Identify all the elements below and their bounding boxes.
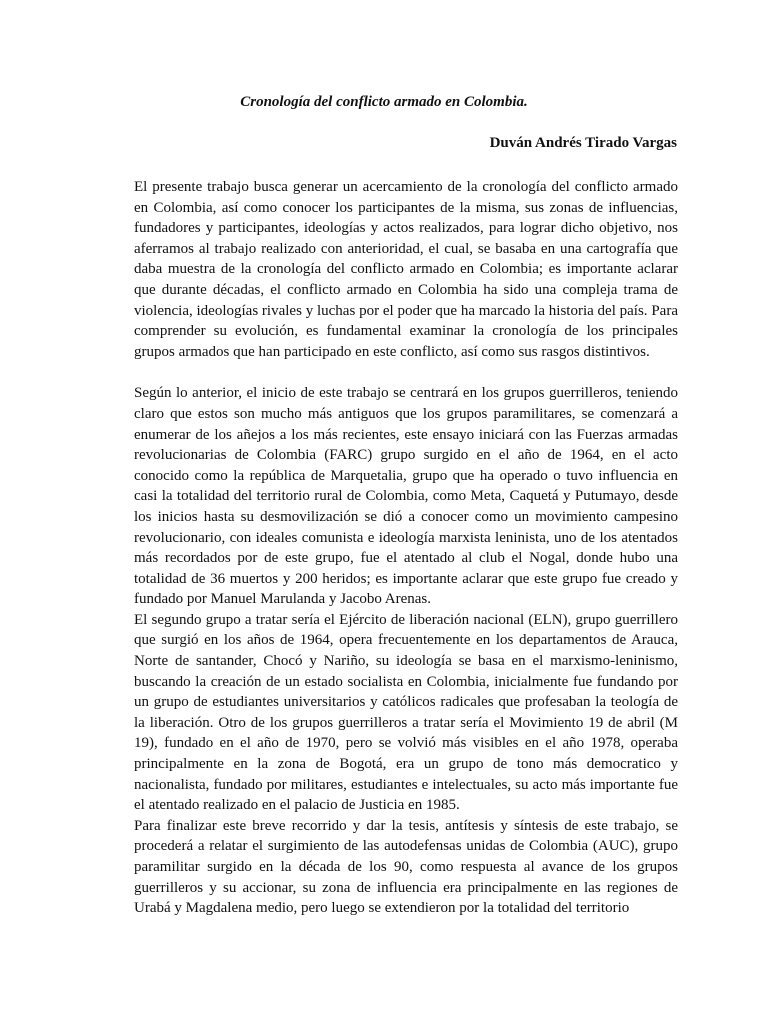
document-body	[134, 177, 678, 919]
body-paragraph: El segundo grupo a tratar sería el Ejército de liberación nacional (ELN), grupo guerrillero que surgió en los años de 1964, opera frecuentemente en los departamentos de Arauca, Norte de santander, Chocó y Nariño, su ideología se basa en el marxismo-leninismo, buscando la creación de un estado socialista en Colombia, inicialmente fue fundando por un grupo de estudiantes universitarios y católicos radicales que profesaban la teología de la liberación. Otro de los grupos guerrilleros a tratar sería el Movimiento 19 de abril (M 19), fundado en el año de 1970, pero se volvió más visibles en el año 1978, operaba principalmente en la zona de Bogotá, era un grupo de tono más democratico y nacionalista, fundado por militares, estudiantes e intelectuales, su acto más importante fue el atentado realizado en el palacio de Justicia en 1985.	[134, 611, 678, 814]
body-paragraph: El presente trabajo busca generar un acercamiento de la cronología del conflicto armado en Colombia, así como conocer los participantes de la misma, sus zonas de influencias, fundadores y participantes, ideologías y actos realizados, para lograr dicho objetivo, nos aferramos al trabajo realizado con anterioridad, el cual, se basaba en una cartografía que daba muestra de la cronología del conflicto armado en Colombia; es importante aclarar que durante décadas, el conflicto armado en Colombia ha sido una compleja trama de violencia, ideologías rivales y luchas por el poder que ha marcado la historia del país. Para comprender su evolución, es fundamental examinar la cronología de los principales grupos armados que han participado en este conflicto, así como sus rasgos distintivos.	[134, 179, 678, 360]
body-paragraph: Para finalizar este breve recorrido y dar la tesis, antítesis y síntesis de este trabajo, se procederá a relatar el surgimiento de las autodefensas unidas de Colombia (AUC), grupo paramilitar surgido en la década de los 90, como respuesta al avance de los grupos guerrilleros y su accionar, su zona de influencia era principalmente en las regiones de Urabá y Magdalena medio, pero luego se extendieron por la totalidad del territorio	[134, 817, 678, 917]
document-author: Duván Andrés Tirado Vargas	[489, 135, 677, 151]
document-title-text: Cronología del conflicto armado en Colombia.	[240, 94, 528, 110]
document-title	[0, 93, 768, 111]
body-paragraph: Según lo anterior, el inicio de este trabajo se centrará en los grupos guerrilleros, teniendo claro que estos son mucho más antiguos que los grupos paramilitares, se comenzará a enumerar de los añejos a los más recientes, este ensayo iniciará con las Fuerzas armadas revolucionarias de Colombia (FARC) grupo surgido en el año de 1964, en el acto conocido como la república de Marquetalia, grupo que ha operado o tuvo influencia en casi la totalidad del territorio rural de Colombia, como Meta, Caquetá y Putumayo, desde los inicios hasta su desmovilización se dió a conocer como un movimiento campesino revolucionario, con ideales comunista e ideología marxista leninista, uno de los atentados más recordados por de este grupo, fue el atentado al club el Nogal, donde hubo una totalidad de 36 muertos y 200 heridos; es importante aclarar que este grupo fue creado y fundado por Manuel Marulanda y Jacobo Arenas.	[134, 385, 678, 608]
